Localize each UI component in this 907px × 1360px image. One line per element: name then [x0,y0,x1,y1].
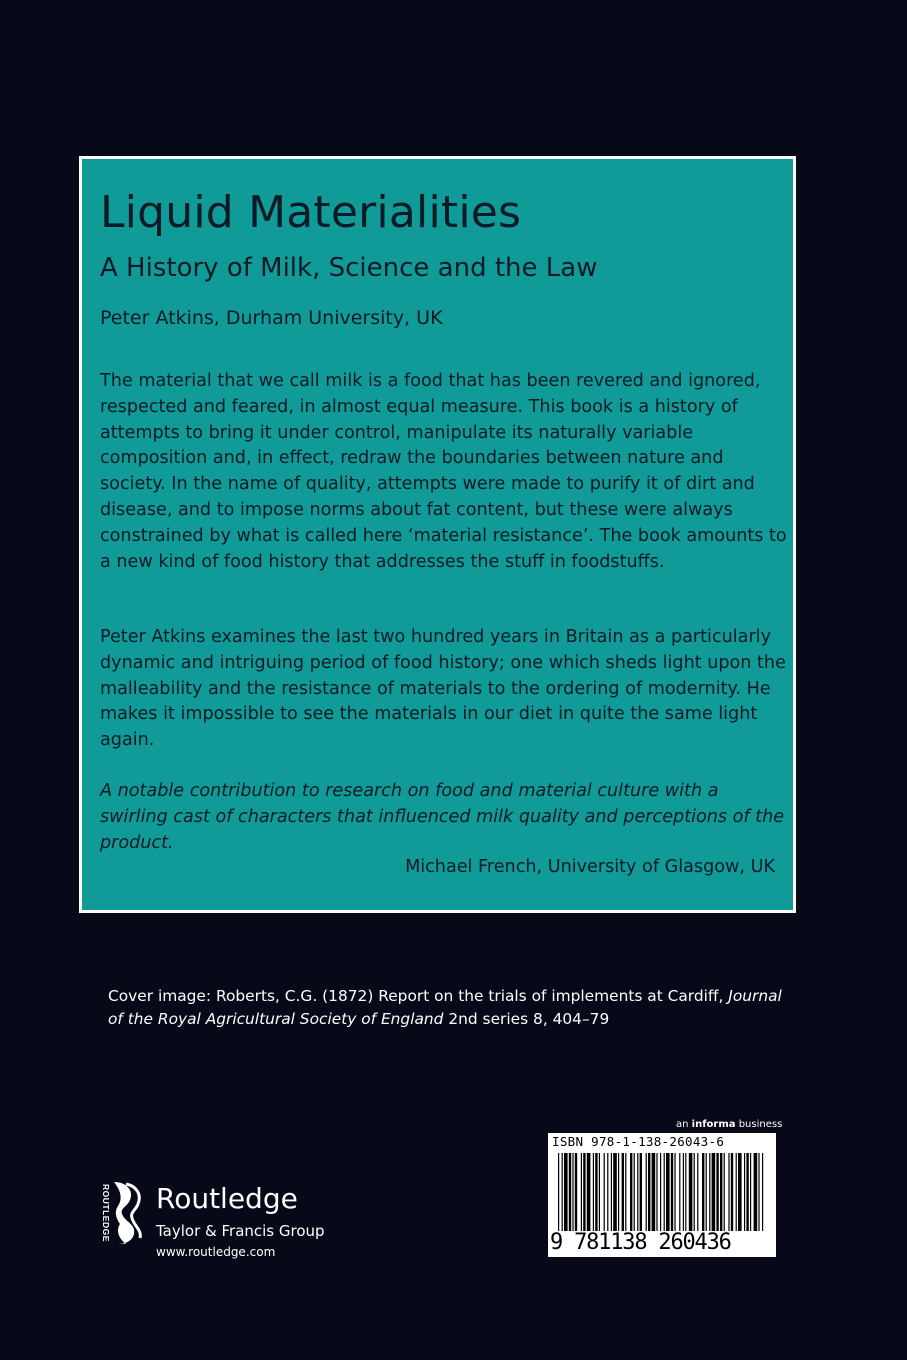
barcode-bar [685,1153,686,1231]
blurb-paragraph-2: Peter Atkins examines the last two hundred years in Britain as a particularly dynamic and intriguing period of food history; one which sheds light upon the malleability and the resistance of materials to the ordering of modernity. He makes it impossible to see the materials in our diet in quite the same light again. [100,627,786,751]
barcode-bar [750,1153,751,1231]
barcode-bar [712,1153,716,1231]
review-quote: A notable contribution to research on food and material culture with a swirling cast of characters that influenced milk quality and perceptions of the product. [100,781,785,853]
logo-vertical-text: ROUTLEDGE [101,1184,111,1242]
barcode-bar [716,1153,718,1231]
barcode-bar [728,1153,729,1231]
barcode-bar [738,1153,742,1231]
barcode-bar [652,1153,656,1231]
barcode-bar [613,1153,617,1231]
barcode-bar [572,1153,573,1231]
barcode-bar [599,1153,600,1231]
barcode-bar [611,1153,612,1231]
back-cover-panel [79,156,796,913]
barcode-bar [666,1153,670,1231]
tagline-suffix: business [735,1119,783,1130]
barcode-bars [558,1153,764,1231]
barcode-bar [562,1153,563,1231]
ean-digits [550,1231,774,1255]
barcode-bar [618,1153,619,1231]
barcode-bar [583,1153,585,1231]
barcode-bar [648,1153,650,1231]
barcode-bar [634,1153,635,1231]
barcode-bar [674,1153,675,1231]
barcode-bar [758,1153,759,1231]
barcode-bar [683,1153,684,1231]
barcode-bar [622,1153,624,1231]
barcode-bar [697,1153,698,1231]
barcode-bar [607,1153,608,1231]
blurb-paragraph-1: The material that we call milk is a food that has been revered and ignored, respected and feared, in almost equal measure. This book is a history of attempts to bring it under control, manipulate its naturally variable composition and, in effect, redraw the boundaries between nature and society. In the name of quality, attempts were made to purify it of dirt and disease, and to impose norms about fat content, but these were always constrained by what is called here ‘material resistance’. The book amounts to a new kind of food history that addresses the stuff in foodstuffs. [100,371,787,572]
credit-journal: Journal of the Royal Agricultural Society of England [108,987,782,1028]
barcode-bar [744,1153,745,1231]
barcode-bar [587,1153,591,1231]
cover-image-credit [108,985,798,1031]
barcode-bar [736,1153,737,1231]
publisher-website[interactable]: www.routledge.com [156,1245,276,1259]
barcode-bar [720,1153,722,1231]
book-author: Peter Atkins, Durham University, UK [100,307,443,329]
barcode-bar [709,1153,710,1231]
barcode-bar [569,1153,571,1231]
barcode-bar [706,1153,707,1231]
credit-prefix: Cover image: Roberts, C.G. (1872) Report on the trials of implements at Cardiff, [108,987,729,1005]
barcode-bar [660,1153,661,1231]
barcode-bar [724,1153,725,1231]
ean-first-digit: 9 [550,1230,563,1255]
barcode-bar [593,1153,594,1231]
barcode-bar [564,1153,568,1231]
barcode-bar [637,1153,638,1231]
isbn-text: ISBN 978-1-138-26043-6 [552,1134,725,1149]
barcode-bar [702,1153,704,1231]
barcode-bar [731,1153,733,1231]
book-title: Liquid Materialities [100,187,522,238]
barcode-bar [762,1153,763,1231]
credit-suffix: 2nd series 8, 404–79 [443,1010,610,1028]
publisher-group: Taylor & Francis Group [156,1222,325,1240]
publisher-name: Routledge [156,1182,298,1215]
barcode-bar [640,1153,642,1231]
barcode-bar [595,1153,597,1231]
isbn-barcode [548,1133,776,1257]
barcode-bar [664,1153,665,1231]
tagline-brand: informa [691,1119,736,1130]
barcode-bar [754,1153,758,1231]
barcode-bar [646,1153,647,1231]
routledge-logo-icon [96,1180,146,1246]
barcode-bar [575,1153,577,1231]
barcode-bar [604,1153,605,1231]
barcode-bar [746,1153,748,1231]
ean-left-group: 781138 [574,1230,647,1255]
tagline-prefix: an [676,1119,692,1130]
review-attribution: Michael French, University of Glasgow, UK [405,857,775,877]
barcode-bar [671,1153,673,1231]
barcode-bar [656,1153,657,1231]
barcode-bar [694,1153,695,1231]
barcode-bar [558,1153,559,1231]
barcode-bar [630,1153,632,1231]
ean-right-group: 260436 [658,1230,731,1255]
book-subtitle: A History of Milk, Science and the Law [100,253,598,283]
barcode-bar [689,1153,693,1231]
informa-tagline [676,1119,782,1131]
barcode-bar [581,1153,582,1231]
barcode-bar [625,1153,626,1231]
barcode-bar [679,1153,680,1231]
